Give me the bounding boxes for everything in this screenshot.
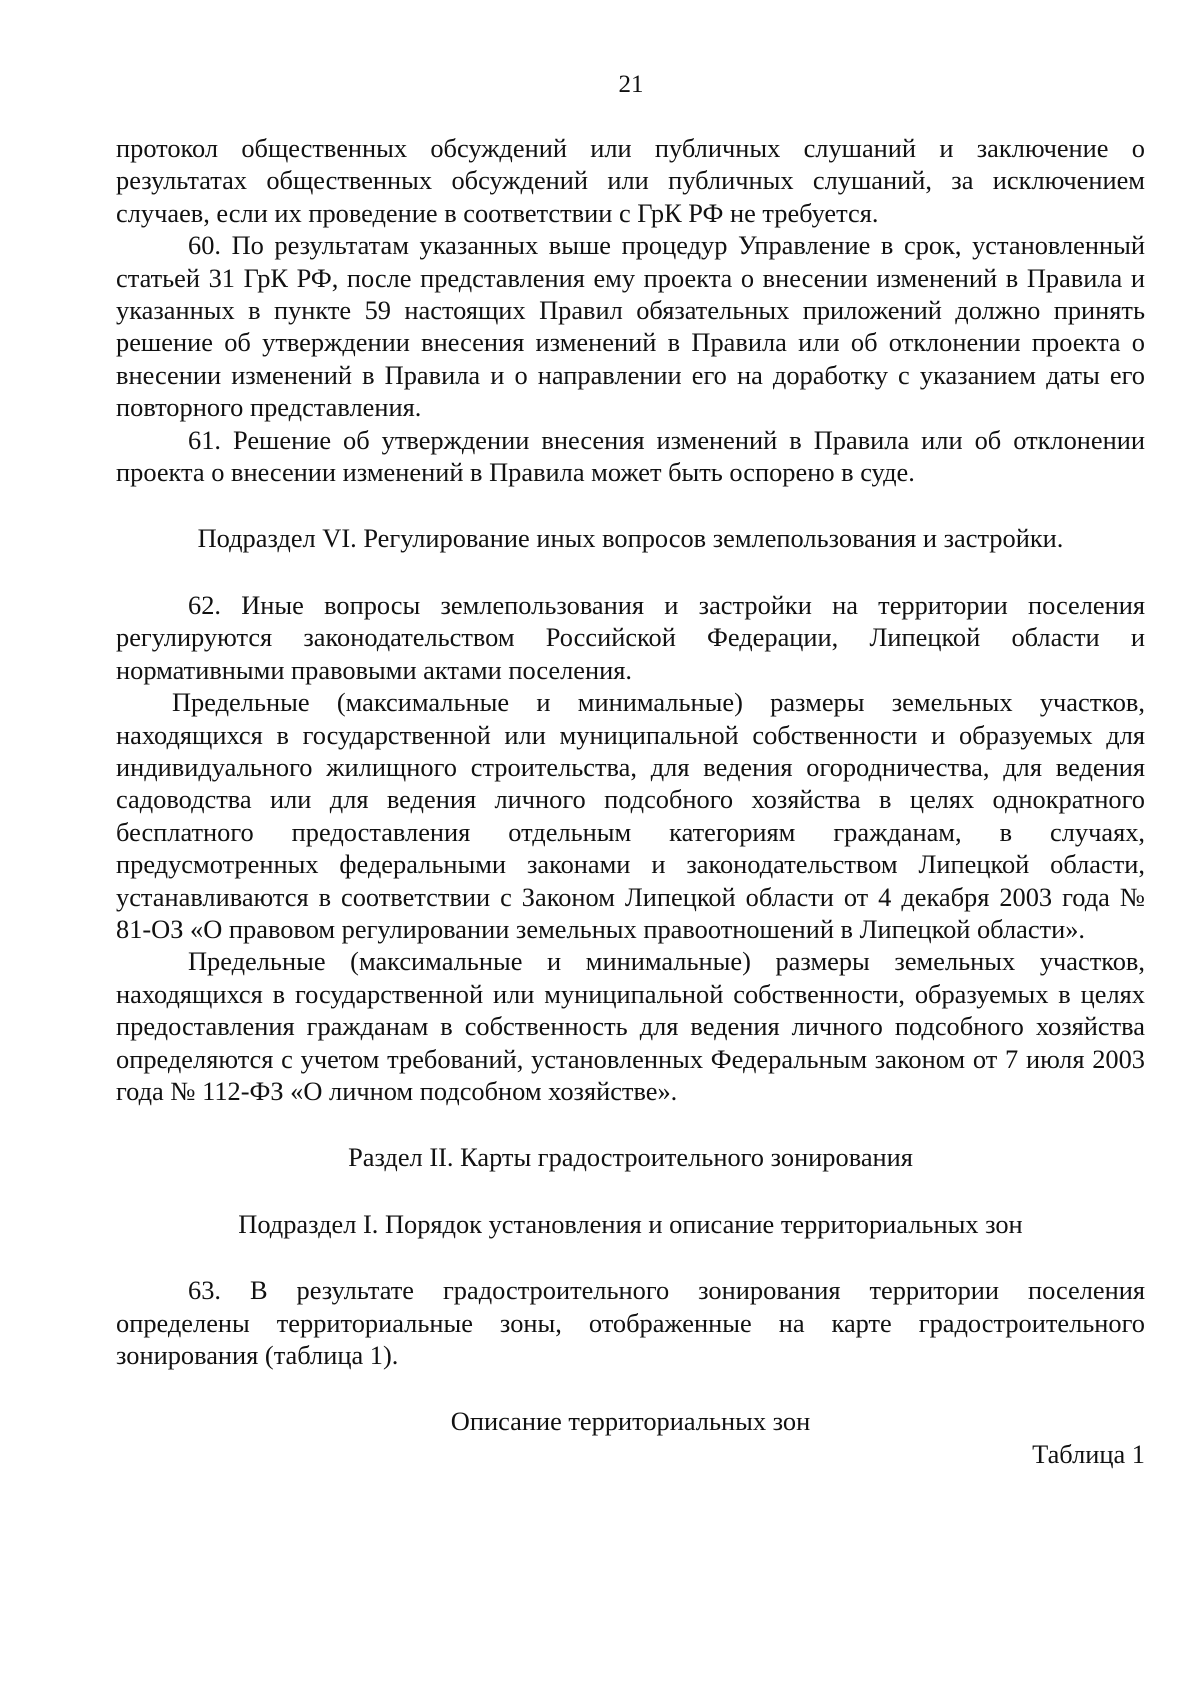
page-number: 21 xyxy=(618,71,644,98)
paragraph-63: 63. В результате градостроительного зонирования территории поселения определены территориальные зоны, отображенные на карте градостроительного зонирования (таблица 1). xyxy=(116,1275,1145,1370)
table-label: Таблица 1 xyxy=(1032,1438,1145,1469)
paragraph-limits-2: Предельные (максимальные и минимальные) размеры земельных участков, находящихся в государственной или муниципальной собственности, образуемых в целях предоставления гражданам в собственность для ведения личного подсобного хозяйства определяются с учетом требований, установленных Федеральным законом от 7 июля 2003 года № 112-ФЗ «О личном подсобном хозяйстве». xyxy=(116,946,1145,1106)
table-title: Описание территориальных зон xyxy=(450,1406,811,1437)
document-body xyxy=(116,132,1145,1470)
paragraph-62: 62. Иные вопросы землепользования и застройки на территории поселения регулируются законодательством Российской Федерации, Липецкой области и нормативными правовыми актами поселения. xyxy=(116,589,1145,685)
section-ii-heading: Раздел II. Карты градостроительного зонирования xyxy=(348,1142,913,1173)
paragraph-61: 61. Решение об утверждении внесения изменений в Правила или об отклонении проекта о внесении изменений в Правила может быть оспорено в суде. xyxy=(116,424,1145,488)
paragraph-limits-1: Предельные (максимальные и минимальные) размеры земельных участков, находящихся в государственной или муниципальной собственности и образуемых для индивидуального жилищного строительства, для ведения огородничества, для ведения садоводства или для ведения личного подсобного хозяйства в целях однократного бесплатного предоставления отдельным категориям гражданам, в случаях, предусмотренных федеральными законами и законодательством Липецкой области, устанавливаются в соответствии с Законом Липецкой области от 4 декабря 2003 года № 81-ОЗ «О правовом регулировании земельных правоотношений в Липецкой области». xyxy=(116,687,1145,944)
subsection-i-heading: Подраздел I. Порядок установления и описание территориальных зон xyxy=(238,1208,1023,1239)
paragraph-continuation: протокол общественных обсуждений или публичных слушаний и заключение о результатах общественных обсуждений или публичных слушаний, за исключением случаев, если их проведение в соответствии с ГрК РФ не требуется. xyxy=(116,133,1145,228)
paragraph-60: 60. По результатам указанных выше процедур Управление в срок, установленный статьей 31 ГрК РФ, после представления ему проекта о внесении изменений в Правила и указанных в пункте 59 настоящих Правил обязательных приложений должно принять решение об утверждении внесения изменений в Правила или об отклонении проекта о внесении изменений в Правила и о направлении его на доработку с указанием даты его повторного представления. xyxy=(116,230,1145,423)
subsection-vi-heading: Подраздел VI. Регулирование иных вопросов землепользования и застройки. xyxy=(197,523,1064,554)
